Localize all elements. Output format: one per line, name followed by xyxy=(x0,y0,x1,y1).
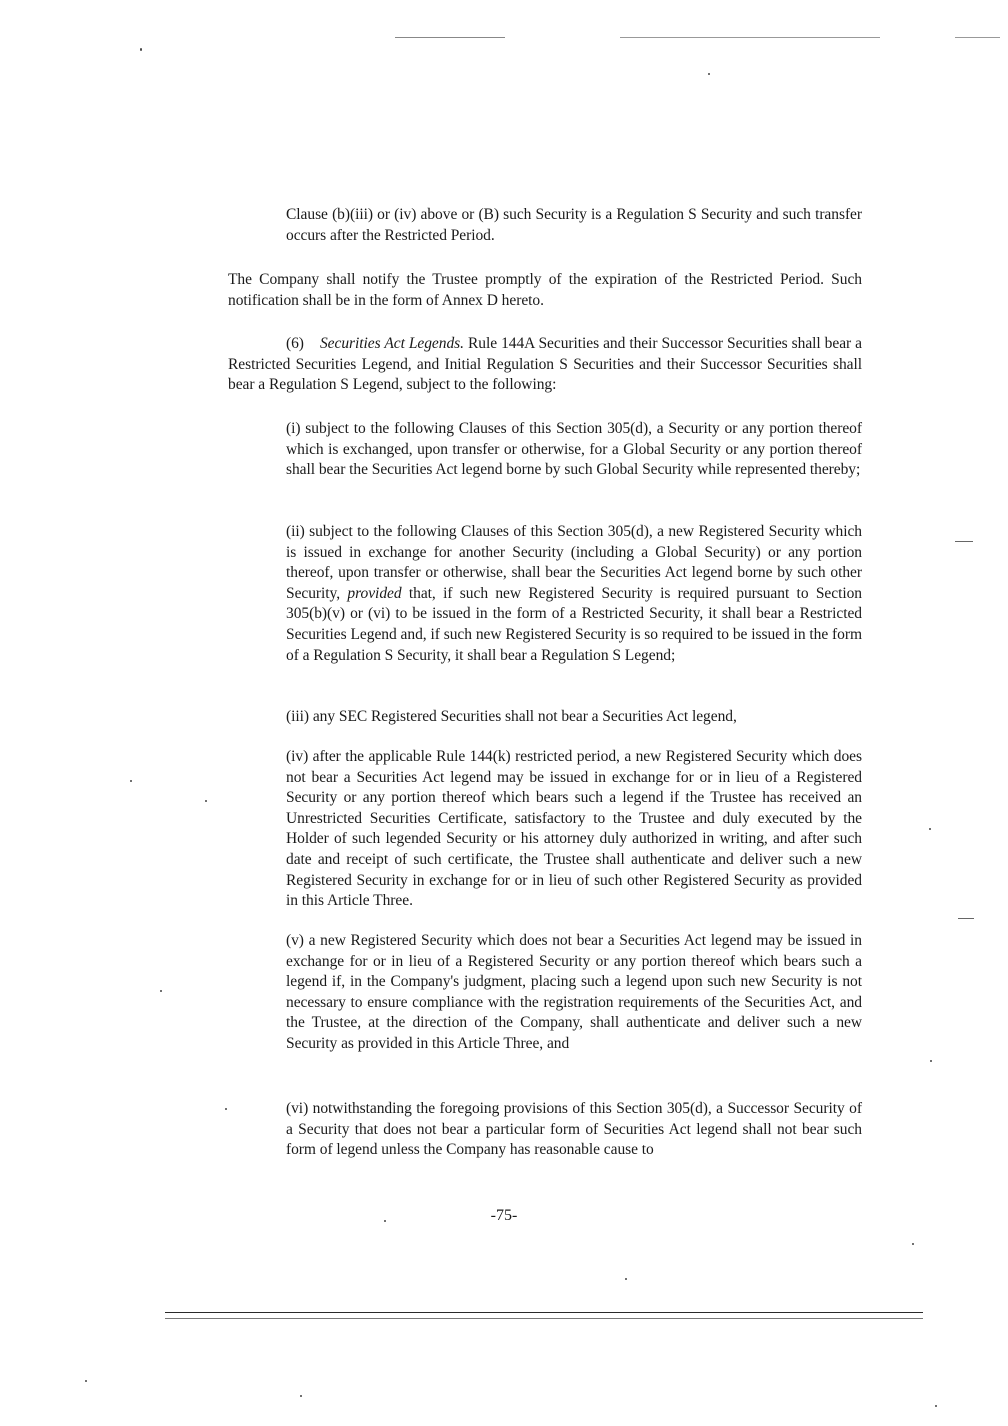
paragraph-securities-act-legends xyxy=(228,334,862,396)
scan-artifact xyxy=(85,1380,87,1382)
list-item-ii-text-cont: that, if such new Registered Security is required pursuant to Section 305(b)(v) or (vi) to be issued in the form of a Restricted Security, it shall bear a Restricted Securities Legend and, if such new Registered Security is so required to be issued in the form of a Regulation S Security, it shall bear a Regulation S Legend; xyxy=(286,584,862,664)
paragraph-company-notification: The Company shall notify the Trustee promptly of the expiration of the Restricted Period. Such notification shall be in the form of Annex D hereto. xyxy=(228,271,862,309)
scan-artifact xyxy=(160,990,162,992)
scan-artifact xyxy=(912,1243,914,1245)
scan-artifact xyxy=(930,1060,932,1062)
scan-artifact xyxy=(130,780,132,782)
scan-artifact xyxy=(929,828,931,830)
scan-artifact xyxy=(708,73,710,75)
scan-artifact xyxy=(955,541,973,542)
scan-artifact xyxy=(140,48,142,51)
list-item-iv: (iv) after the applicable Rule 144(k) restricted period, a new Registered Security which does not bear a Securities Act legend may be issued in exchange for or in lieu of a Registered Security or any portion thereof which bears such a legend if the Trustee has received an Unrestricted Securities Certificate, satisfactory to the Trustee and duly executed by the Holder of such legended Security or his attorney duly authorized in writing, and after such date and receipt of such certificate, the Trustee shall authenticate and deliver such a new Registered Security in exchange for or in lieu of such other Registered Security as provided in this Article Three. xyxy=(286,748,862,910)
section-heading: Securities Act Legends. xyxy=(319,335,464,352)
scan-artifact xyxy=(395,37,505,38)
scan-artifact xyxy=(205,800,207,802)
provided-term: provided xyxy=(347,584,402,602)
paragraph-body: Rule 144A Securities and their Successor Securities shall bear a Restricted Securities Legend, and Initial Regulation S Securities and their Successor Securities shall bear a Regulation S Legend, subject to the following: xyxy=(228,335,862,394)
scan-artifact xyxy=(935,1405,937,1407)
scan-artifact xyxy=(384,1220,386,1222)
list-item-i: (i) subject to the following Clauses of this Section 305(d), a Security or any portion thereof which is exchanged, upon transfer or otherwise, for a Global Security or any portion thereof shall bear the Securities Act legend borne by such Global Security while represented thereby; xyxy=(286,420,862,479)
paragraph-number: (6) xyxy=(286,335,304,352)
paragraph-clause-continuation: Clause (b)(iii) or (iv) above or (B) such Security is a Regulation S Security and such transfer occurs after the Restricted Period. xyxy=(286,206,862,244)
scan-artifact xyxy=(300,1395,302,1397)
list-item-ii-text: (ii) subject to the following Clauses of this Section 305(d), a new Registered Security which is issued in exchange for another Security (including a Global Security) or any portion thereof, upon transfer or otherwise, shall bear the Securities Act legend borne by such other Security, xyxy=(286,523,862,602)
scan-artifact xyxy=(958,918,974,919)
list-item-ii xyxy=(286,522,862,666)
scan-artifact xyxy=(955,37,1000,38)
list-item-vi: (vi) notwithstanding the foregoing provisions of this Section 305(d), a Successor Security of a Security that does not bear a particular form of Securities Act legend shall not bear such form of legend unless the Company has reasonable cause to xyxy=(286,1100,862,1159)
footer-rule-thin xyxy=(165,1318,923,1319)
scan-artifact xyxy=(620,37,880,38)
footer-rule xyxy=(165,1312,923,1313)
list-item-v: (v) a new Registered Security which does not bear a Securities Act legend may be issued in exchange for or in lieu of a Registered Security or any portion thereof which bears such a legend if, in the Company's judgment, placing such a legend upon such new Security is not necessary to ensure compliance with the registration requirements of the Securities Act, and the Trustee, at the direction of the Company, shall authenticate and deliver such a new Security as provided in this Article Three, and xyxy=(286,932,862,1052)
scan-artifact xyxy=(625,1278,627,1280)
list-item-iii: (iii) any SEC Registered Securities shall not bear a Securities Act legend, xyxy=(286,708,737,725)
page-number: -75- xyxy=(490,1207,518,1224)
scan-artifact xyxy=(225,1108,227,1110)
